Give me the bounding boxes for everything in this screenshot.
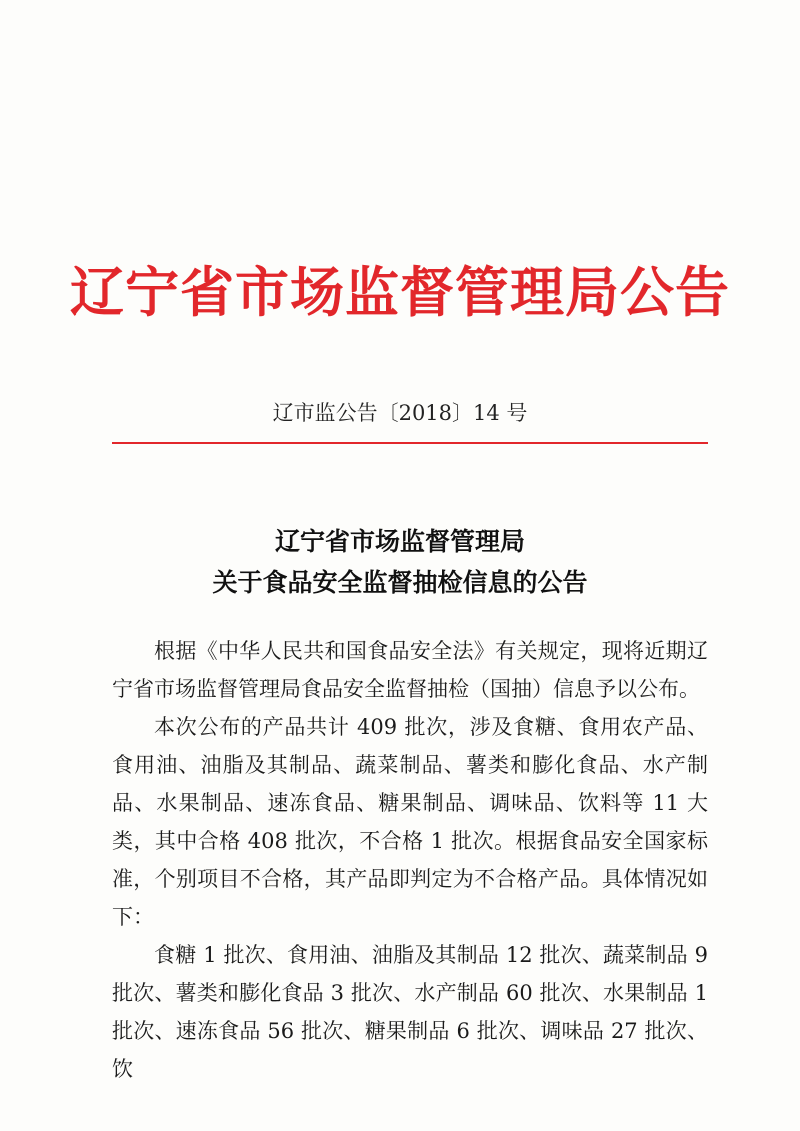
document-title-line1: 辽宁省市场监督管理局 — [274, 527, 525, 556]
document-title-line2: 关于食品安全监督抽检信息的公告 — [212, 568, 588, 597]
document-number: 辽市监公告〔2018〕14 号 — [272, 401, 528, 425]
document-body — [112, 632, 708, 1088]
masthead-title: 辽宁省市场监督管理局公告 — [70, 261, 730, 324]
body-paragraph-3: 食糖 1 批次、食用油、油脂及其制品 12 批次、蔬菜制品 9 批次、薯类和膨化食品 3 批次、水产制品 60 批次、水果制品 1 批次、速冻食品 56 批次、糖果制品 6 批次、调味品 27 批次、饮 — [112, 943, 708, 1081]
body-paragraph-1: 根据《中华人民共和国食品安全法》有关规定，现将近期辽宁省市场监督管理局食品安全监督抽检（国抽）信息予以公布。 — [112, 639, 708, 701]
red-divider — [112, 442, 708, 444]
body-paragraph-2: 本次公布的产品共计 409 批次，涉及食糖、食用农产品、食用油、油脂及其制品、蔬菜制品、薯类和膨化食品、水产制品、水果制品、速冻食品、糖果制品、调味品、饮料等 11 大类，其中合格 408 批次，不合格 1 批次。根据食品安全国家标准，个别项目不合格，其产品即判定为不合格产品。具体情况如下： — [112, 715, 708, 929]
